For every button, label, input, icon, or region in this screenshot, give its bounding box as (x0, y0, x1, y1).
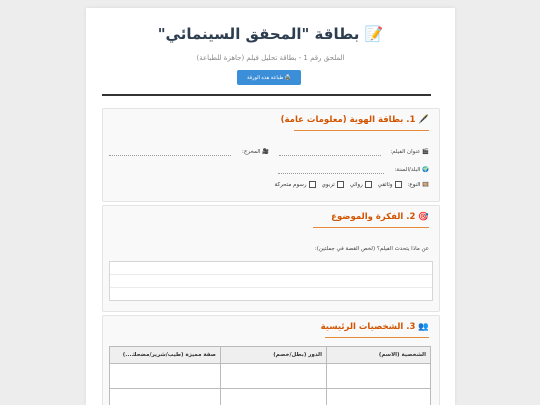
table-cell[interactable] (110, 389, 221, 405)
section3-title: 👥 3. الشخصيات الرئيسية (325, 322, 429, 338)
type-option-educational[interactable]: تربوي (322, 181, 344, 188)
header-divider (102, 94, 431, 96)
print-button[interactable]: 🖨️ طباعة هذه الورقة (237, 70, 301, 85)
column-header-character: الشخصية (الاسم) (327, 347, 431, 364)
film-type-options (275, 181, 429, 188)
idea-theme-section (102, 205, 440, 312)
column-header-trait: صفة مميزة (طيب/شرير/مضحك...) (110, 347, 221, 364)
table-cell[interactable] (327, 389, 431, 405)
checkbox-icon[interactable] (309, 181, 316, 188)
page-title-text: بطاقة "المحقق السينمائي" (157, 25, 360, 43)
country-year-label: 🌍 البلد/السنة: (394, 167, 429, 173)
memo-icon: 📝 (364, 25, 384, 43)
table-row (110, 364, 431, 389)
table-cell[interactable] (221, 364, 327, 389)
worksheet-page (86, 8, 455, 405)
film-title-label: 🎬 عنوان الفيلم: (390, 149, 429, 155)
film-title-field[interactable] (279, 155, 381, 156)
summary-question: عن ماذا يتحدث الفيلم؟ (لخص القصة في جملتين): (314, 246, 429, 252)
checkbox-icon[interactable] (365, 181, 372, 188)
main-characters-section (102, 315, 440, 405)
checkbox-icon[interactable] (337, 181, 344, 188)
table-header-row (110, 347, 431, 364)
film-type-label: 🎞️ النوع: (407, 181, 429, 188)
answer-line (110, 287, 432, 288)
type-option-fiction[interactable]: روائي (350, 181, 372, 188)
answer-line (110, 274, 432, 275)
director-field[interactable] (109, 155, 231, 156)
checkbox-icon[interactable] (395, 181, 402, 188)
section1-title: 🖋️ 1. بطاقة الهوية (معلومات عامة) (294, 115, 429, 131)
characters-table (109, 346, 431, 405)
table-cell[interactable] (110, 364, 221, 389)
section2-title: 🎯 2. الفكرة والموضوع (313, 212, 429, 228)
column-header-role: الدور (بطل/خصم) (221, 347, 327, 364)
page-title (86, 24, 455, 44)
table-cell[interactable] (327, 364, 431, 389)
type-option-animation[interactable]: رسوم متحركة (275, 181, 316, 188)
type-option-documentary[interactable]: وثائقي (378, 181, 402, 188)
director-label: 🎥 المخرج: (242, 149, 269, 155)
table-cell[interactable] (221, 389, 327, 405)
page-subtitle: الملحق رقم 1 - بطاقة تحليل فيلم (جاهزة للطباعة) (196, 54, 345, 62)
identity-card-section (102, 108, 440, 202)
table-row (110, 389, 431, 405)
summary-answer-box[interactable] (109, 261, 433, 301)
country-year-field[interactable] (278, 173, 384, 174)
